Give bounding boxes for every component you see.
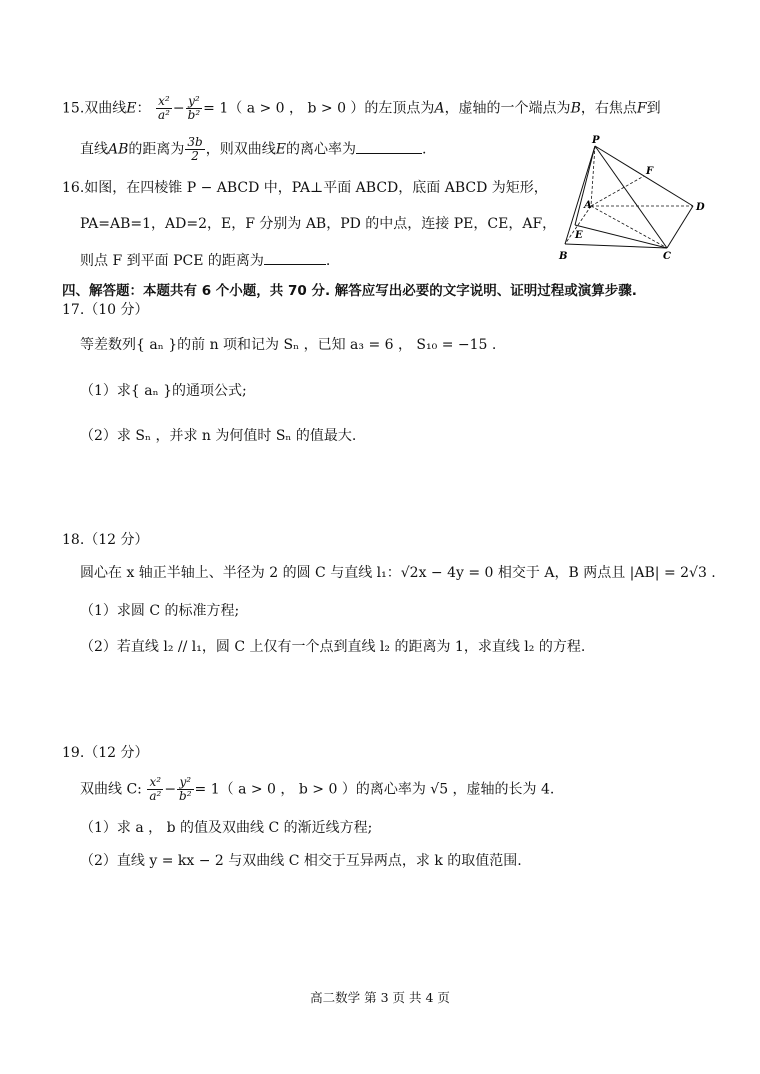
q18-stem: 圆心在 x 轴正半轴上、半径为 2 的圆 C 与直线 l₁：√2x − 4y = 0 相交于 A，B 两点且 |AB| = 2√3 . — [80, 565, 716, 581]
section4-heading: 四、解答题：本题共有 6 个小题，共 70 分. 解答应写出必要的文字说明、证明过程或演算步骤. — [62, 283, 637, 299]
q19-stem: 双曲线 C: $\frac{\text{x²}}{\text{a²}}$ − $\frac{\text{y²}}{\text{b²}}$ = 1（ a > 0 ， b > 0 ）的离心率为 √5 ，虚轴的长为 4. — [80, 775, 555, 803]
q16-line2: PA=AB=1，AD=2，E，F 分别为 AB，PD 的中点，连接 PE，CE，AF， — [80, 216, 557, 232]
label-P: P — [592, 135, 600, 146]
label-B: B — [559, 251, 568, 262]
q18-head: 18.（12 分） — [62, 532, 149, 548]
edge-CD — [667, 206, 693, 248]
q17-stem: 等差数列{ aₙ }的前 n 项和记为 Sₙ ，已知 a₃ = 6 ， S₁₀ = −15 . — [80, 337, 497, 353]
q15-answer-blank[interactable] — [356, 139, 422, 154]
q17-part2: （2）求 Sₙ ，并求 n 为何值时 Sₙ 的值最大. — [80, 428, 357, 444]
q16-answer-blank[interactable] — [264, 250, 326, 265]
label-D: D — [696, 202, 705, 213]
q19-head: 19.（12 分） — [62, 745, 149, 761]
q15-line1: 15.双曲线E： $\frac{\text{x²}}{\text{a²}}$ − $\frac{\text{y²}}{\text{b²}}$ = 1（ a > 0 ， b > 0 ）的左顶点为A，虚轴的一个端点为B，右焦点F到 — [62, 94, 661, 122]
label-C: C — [663, 251, 671, 262]
label-A: A — [584, 200, 592, 211]
q15-frac-y: $\frac{\text{y²}}{\text{b²}}$ — [187, 94, 201, 122]
segment-PE — [575, 146, 595, 225]
label-E: E — [575, 230, 583, 241]
q19-frac-x: $\frac{\text{x²}}{\text{a²}}$ — [149, 775, 162, 803]
q17-head: 17.（10 分） — [62, 302, 149, 318]
q18-part1: （1）求圆 C 的标准方程; — [80, 603, 240, 619]
label-F: F — [646, 166, 654, 177]
q19-part2: （2）直线 y = kx − 2 与双曲线 C 相交于互异两点，求 k 的取值范围. — [80, 853, 522, 869]
q16-line3: 则点 F 到平面 PCE 的距离为 . — [80, 250, 330, 271]
q18-part2: （2）若直线 l₂ // l₁，圆 C 上仅有一个点到直线 l₂ 的距离为 1，求直线 l₂ 的方程. — [80, 639, 586, 655]
q17-part1: （1）求{ aₙ }的通项公式; — [80, 383, 247, 399]
q15-frac-x: $\frac{\text{x²}}{\text{a²}}$ — [157, 94, 170, 122]
pyramid-figure — [555, 132, 715, 262]
q15-frac-3b2: $\frac{3b}{2}$ — [187, 135, 203, 163]
q19-part1: （1）求 a ， b 的值及双曲线 C 的渐近线方程; — [80, 820, 373, 836]
page-footer: 高二数学 第 3 页 共 4 页 — [310, 990, 450, 1005]
segment-AF-hidden — [591, 176, 644, 206]
q15-line2: 直线AB的距离为 $\frac{3b}{2}$ ，则双曲线E的离心率为 . — [80, 135, 427, 163]
q16-line1: 16.如图，在四棱锥 P − ABCD 中，PA⊥平面 ABCD，底面 ABCD 为矩形， — [62, 180, 548, 196]
diag-AC-hidden — [591, 206, 667, 248]
q19-frac-y: $\frac{\text{y²}}{\text{b²}}$ — [179, 775, 192, 803]
